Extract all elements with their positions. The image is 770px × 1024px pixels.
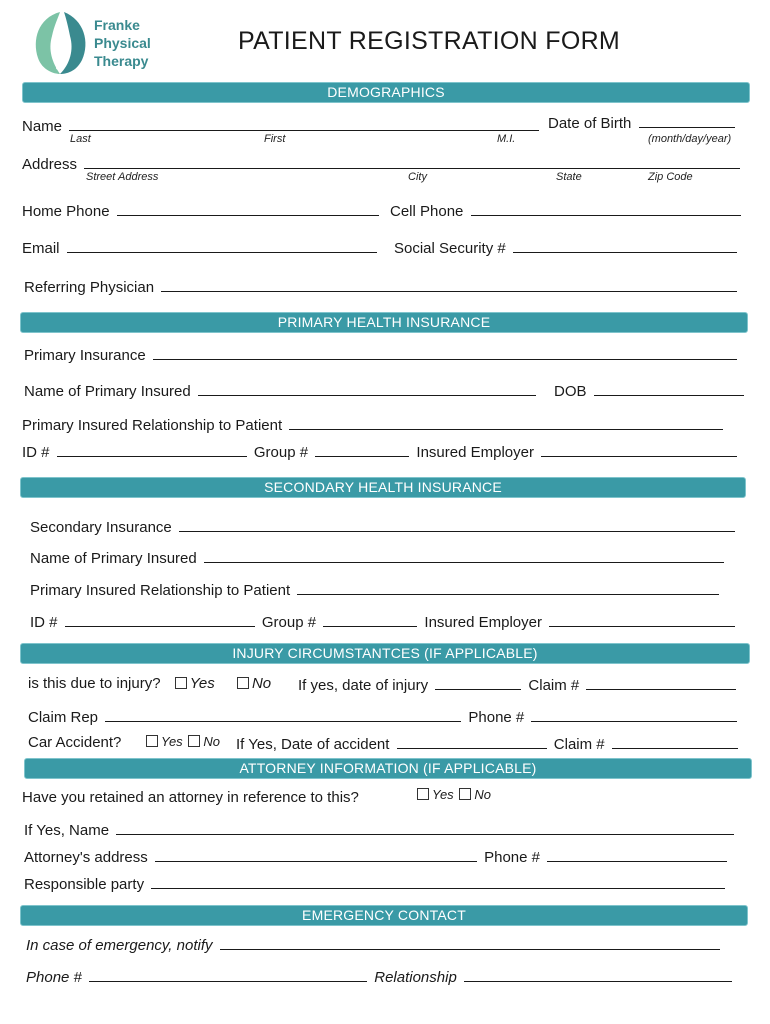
car-accident-label: Car Accident? [28,734,122,751]
referring-field[interactable] [161,277,737,292]
primary-insurance-field[interactable] [153,345,737,360]
secondary-insurance-field[interactable] [179,517,735,532]
attorney-name-field[interactable] [116,820,734,835]
state-hint: State [556,171,582,183]
emergency-notify-field[interactable] [220,935,720,950]
emergency-phone-field[interactable] [89,967,367,982]
secondary-relationship-label: Primary Insured Relationship to Patient [30,582,291,599]
attorney-address-label: Attorney's address [24,849,148,866]
primary-relationship-label: Primary Insured Relationship to Patient [22,417,283,434]
claim-rep-field[interactable] [105,707,461,722]
section-emergency: EMERGENCY CONTACT [20,905,748,926]
car-yes-label: Yes [161,734,183,749]
primary-insured-name-label: Name of Primary Insured [24,383,191,400]
logo [30,10,170,76]
claim-rep-phone-field[interactable] [531,707,737,722]
name-field[interactable] [69,116,539,131]
accident-date-label: If Yes, Date of accident [236,736,390,753]
injury-yes-label: Yes [189,675,215,692]
secondary-group-field[interactable] [323,612,417,627]
responsible-party-field[interactable] [151,874,725,889]
injury-date-label: If yes, date of injury [298,677,429,694]
primary-relationship-field[interactable] [289,415,723,430]
car-no-label: No [203,734,220,749]
section-primary: PRIMARY HEALTH INSURANCE [20,312,748,333]
primary-group-field[interactable] [315,442,409,457]
email-label: Email [22,240,60,257]
attorney-no-label: No [474,787,491,802]
first-hint: First [264,133,286,145]
injury-claim-label: Claim # [528,677,580,694]
section-demographics: DEMOGRAPHICS [22,82,750,103]
secondary-group-label: Group # [261,614,317,631]
secondary-insured-name-label: Name of Primary Insured [30,550,197,567]
street-hint: Street Address [86,171,159,183]
claim-rep-label: Claim Rep [28,709,99,726]
emergency-relationship-label: Relationship [374,969,457,986]
secondary-relationship-field[interactable] [297,580,719,595]
injury-question: is this due to injury? [28,675,161,692]
primary-employer-field[interactable] [541,442,737,457]
primary-id-label: ID # [22,444,50,461]
attorney-no-checkbox[interactable] [459,788,471,800]
injury-claim-field[interactable] [586,675,736,690]
ssn-field[interactable] [513,238,737,253]
responsible-party-label: Responsible party [24,876,145,893]
name-label: Name [22,118,63,135]
page-title: PATIENT REGISTRATION FORM [238,27,621,55]
ssn-label: Social Security # [394,240,506,257]
attorney-yes-checkbox[interactable] [417,788,429,800]
logo-line-1: Franke [94,17,140,33]
accident-date-field[interactable] [397,734,547,749]
injury-no-label: No [251,675,272,692]
accident-claim-field[interactable] [612,734,738,749]
attorney-address-field[interactable] [155,847,477,862]
cell-phone-label: Cell Phone [390,203,464,220]
attorney-name-label: If Yes, Name [24,822,110,839]
injury-yes-checkbox[interactable] [175,677,187,689]
secondary-employer-field[interactable] [549,612,735,627]
primary-id-field[interactable] [57,442,247,457]
attorney-question: Have you retained an attorney in reference to this? [22,789,359,806]
dob-hint: (month/day/year) [648,133,732,145]
dob-label: Date of Birth [548,115,632,132]
city-hint: City [408,171,427,183]
mi-hint: M.I. [497,133,516,145]
car-yes-checkbox[interactable] [146,735,158,747]
address-field[interactable] [84,154,740,169]
car-no-checkbox[interactable] [188,735,200,747]
emergency-phone-label: Phone # [26,969,82,986]
section-secondary: SECONDARY HEALTH INSURANCE [20,477,746,498]
primary-group-label: Group # [253,444,309,461]
emergency-notify-label: In case of emergency, notify [26,937,213,954]
home-phone-label: Home Phone [22,203,110,220]
section-injury: INJURY CIRCUMSTANTCES (IF APPLICABLE) [20,643,750,664]
primary-employer-label: Insured Employer [416,444,534,461]
address-label: Address [22,156,78,173]
attorney-phone-label: Phone # [484,849,540,866]
primary-insured-name-field[interactable] [198,381,536,396]
primary-dob-label: DOB [554,383,587,400]
last-hint: Last [70,133,91,145]
emergency-relationship-field[interactable] [464,967,732,982]
secondary-id-label: ID # [30,614,58,631]
email-field[interactable] [67,238,377,253]
dob-field[interactable] [639,113,735,128]
attorney-yes-label: Yes [432,787,454,802]
secondary-insurance-label: Secondary Insurance [30,519,172,536]
attorney-phone-field[interactable] [547,847,727,862]
secondary-id-field[interactable] [65,612,255,627]
secondary-employer-label: Insured Employer [424,614,542,631]
injury-no-checkbox[interactable] [237,677,249,689]
zip-hint: Zip Code [648,171,693,183]
logo-line-3: Therapy [94,53,149,69]
logo-line-2: Physical [94,35,151,51]
section-attorney: ATTORNEY INFORMATION (IF APPLICABLE) [24,758,752,779]
injury-date-field[interactable] [435,675,521,690]
home-phone-field[interactable] [117,201,379,216]
referring-label: Referring Physician [24,279,155,296]
secondary-insured-name-field[interactable] [204,548,724,563]
accident-claim-label: Claim # [553,736,605,753]
cell-phone-field[interactable] [471,201,741,216]
spine-logo-icon [30,10,92,76]
claim-rep-phone-label: Phone # [468,709,525,726]
primary-dob-field[interactable] [594,381,744,396]
primary-insurance-label: Primary Insurance [24,347,146,364]
